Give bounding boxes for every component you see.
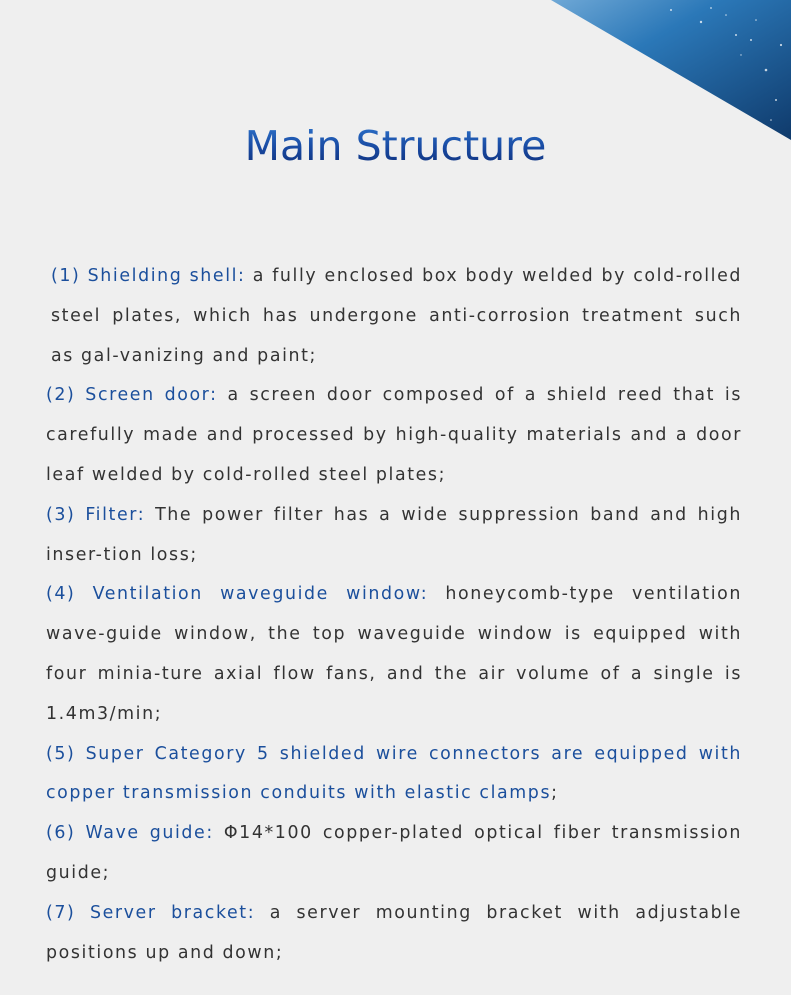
item-label: (7) Server bracket: <box>46 902 256 923</box>
page-title: Main Structure <box>0 122 791 170</box>
list-item <box>46 894 742 974</box>
item-label: (4) Ventilation waveguide window: <box>46 584 429 605</box>
item-text: honeycomb-type ventilation wave-guide window, the top waveguide window is equipped with four minia-ture axial flow fans, and the air volume of a single is 1.4m3/min; <box>46 584 743 724</box>
item-label: (3) Filter: <box>46 504 146 525</box>
item-label: (2) Screen door: <box>46 385 218 406</box>
corner-decoration-graphic <box>551 0 791 140</box>
list-item <box>46 496 742 576</box>
item-label: (1) Shielding shell: <box>51 266 246 286</box>
list-item <box>46 735 742 815</box>
item-text: a server mounting bracket with adjustable positions up and down; <box>46 902 742 963</box>
item-text: a fully enclosed box body welded by cold-rolled steel plates, which has undergone anti-corrosion treatment such as gal-vanizing and paint; <box>51 266 743 366</box>
item-label: (6) Wave guide: <box>46 823 214 844</box>
item-label: (5) Super Category 5 shielded wire connectors are equipped with copper transmission conduits with elastic clamps <box>46 743 742 804</box>
item-text: Φ14*100 copper-plated optical fiber transmission guide; <box>46 823 742 883</box>
list-item <box>46 814 742 894</box>
item-text: ; <box>551 783 559 804</box>
list-item <box>46 376 742 495</box>
list-item <box>46 257 742 376</box>
structure-list <box>46 257 742 973</box>
list-item <box>46 575 742 734</box>
item-text: a screen door composed of a shield reed that is carefully made and processed by high-quality materials and a door leaf welded by cold-rolled steel plates; <box>46 385 742 485</box>
item-text: The power filter has a wide suppression band and high inser-tion loss; <box>46 504 742 565</box>
